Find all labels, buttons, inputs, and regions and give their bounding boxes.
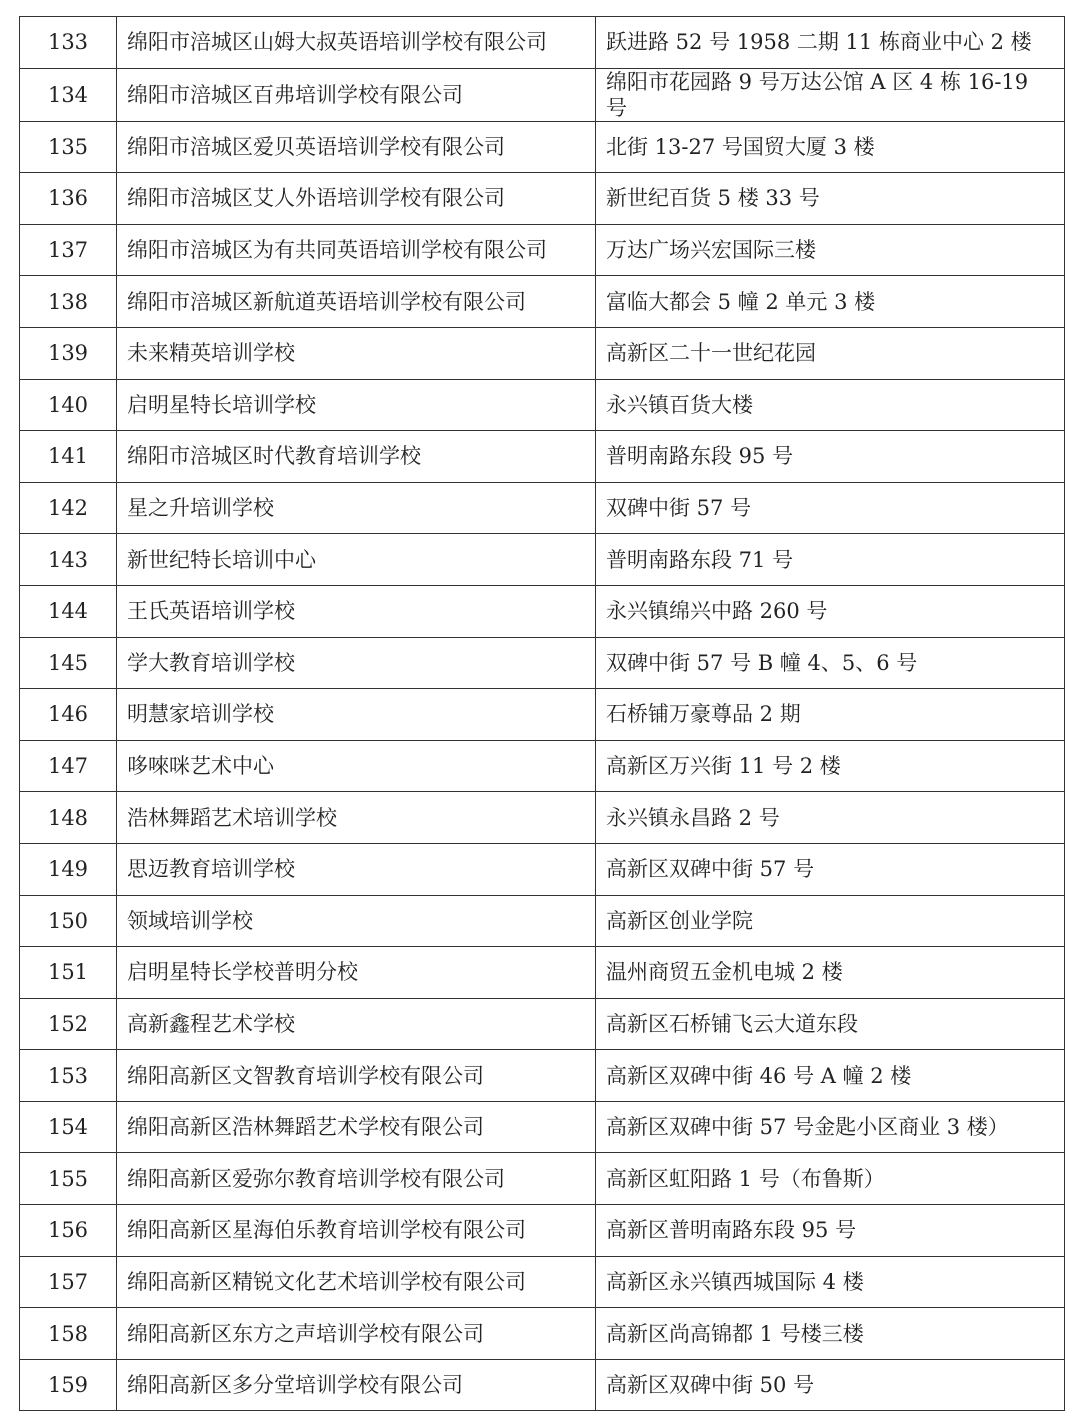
table-row xyxy=(20,224,1065,276)
address-cell: 高新区双碑中街 57 号金匙小区商业 3 楼） xyxy=(596,1101,1065,1153)
row-number-cell: 139 xyxy=(20,327,117,379)
table-row xyxy=(20,1256,1065,1308)
address-cell: 双碑中街 57 号 B 幢 4、5、6 号 xyxy=(596,637,1065,689)
address-cell: 高新区永兴镇西城国际 4 楼 xyxy=(596,1256,1065,1308)
table-row xyxy=(20,121,1065,173)
table-row xyxy=(20,792,1065,844)
school-name-cell: 领域培训学校 xyxy=(117,895,596,947)
school-name-cell: 绵阳高新区星海伯乐教育培训学校有限公司 xyxy=(117,1205,596,1257)
row-number-cell: 156 xyxy=(20,1205,117,1257)
school-name-cell: 学大教育培训学校 xyxy=(117,637,596,689)
row-number-cell: 159 xyxy=(20,1359,117,1411)
table-row xyxy=(20,17,1065,69)
row-number-cell: 152 xyxy=(20,998,117,1050)
table-row xyxy=(20,1308,1065,1360)
school-name-cell: 绵阳市涪城区为有共同英语培训学校有限公司 xyxy=(117,224,596,276)
table-row xyxy=(20,947,1065,999)
address-cell: 高新区虹阳路 1 号（布鲁斯） xyxy=(596,1153,1065,1205)
address-cell: 跃进路 52 号 1958 二期 11 栋商业中心 2 楼 xyxy=(596,17,1065,69)
table-row xyxy=(20,689,1065,741)
table-body xyxy=(20,17,1065,1411)
school-registry-table xyxy=(19,16,1065,1411)
school-name-cell: 新世纪特长培训中心 xyxy=(117,534,596,586)
school-name-cell: 王氏英语培训学校 xyxy=(117,585,596,637)
row-number-cell: 133 xyxy=(20,17,117,69)
address-cell: 高新区双碑中街 57 号 xyxy=(596,843,1065,895)
school-name-cell: 绵阳市涪城区新航道英语培训学校有限公司 xyxy=(117,276,596,328)
school-name-cell: 星之升培训学校 xyxy=(117,482,596,534)
school-name-cell: 启明星特长培训学校 xyxy=(117,379,596,431)
school-name-cell: 绵阳高新区文智教育培训学校有限公司 xyxy=(117,1050,596,1102)
address-cell: 万达广场兴宏国际三楼 xyxy=(596,224,1065,276)
address-cell: 新世纪百货 5 楼 33 号 xyxy=(596,173,1065,225)
address-cell: 富临大都会 5 幢 2 单元 3 楼 xyxy=(596,276,1065,328)
school-name-cell: 绵阳高新区多分堂培训学校有限公司 xyxy=(117,1359,596,1411)
row-number-cell: 147 xyxy=(20,740,117,792)
address-cell: 永兴镇永昌路 2 号 xyxy=(596,792,1065,844)
table-row xyxy=(20,1050,1065,1102)
school-name-cell: 绵阳高新区浩林舞蹈艺术学校有限公司 xyxy=(117,1101,596,1153)
row-number-cell: 146 xyxy=(20,689,117,741)
row-number-cell: 150 xyxy=(20,895,117,947)
table-row xyxy=(20,327,1065,379)
table-row xyxy=(20,1101,1065,1153)
row-number-cell: 141 xyxy=(20,431,117,483)
row-number-cell: 155 xyxy=(20,1153,117,1205)
row-number-cell: 154 xyxy=(20,1101,117,1153)
table-row xyxy=(20,431,1065,483)
address-cell: 高新区石桥铺飞云大道东段 xyxy=(596,998,1065,1050)
row-number-cell: 149 xyxy=(20,843,117,895)
school-name-cell: 绵阳市涪城区时代教育培训学校 xyxy=(117,431,596,483)
table-row xyxy=(20,895,1065,947)
school-name-cell: 未来精英培训学校 xyxy=(117,327,596,379)
school-name-cell: 哆唻咪艺术中心 xyxy=(117,740,596,792)
address-cell: 绵阳市花园路 9 号万达公馆 A 区 4 栋 16-19 号 xyxy=(596,68,1065,121)
address-cell: 高新区尚高锦都 1 号楼三楼 xyxy=(596,1308,1065,1360)
address-cell: 普明南路东段 95 号 xyxy=(596,431,1065,483)
school-name-cell: 高新鑫程艺术学校 xyxy=(117,998,596,1050)
address-cell: 双碑中街 57 号 xyxy=(596,482,1065,534)
address-cell: 温州商贸五金机电城 2 楼 xyxy=(596,947,1065,999)
address-cell: 普明南路东段 71 号 xyxy=(596,534,1065,586)
table-row xyxy=(20,1205,1065,1257)
table-row xyxy=(20,482,1065,534)
table-row xyxy=(20,68,1065,121)
row-number-cell: 137 xyxy=(20,224,117,276)
table-row xyxy=(20,1359,1065,1411)
school-name-cell: 浩林舞蹈艺术培训学校 xyxy=(117,792,596,844)
school-name-cell: 绵阳市涪城区艾人外语培训学校有限公司 xyxy=(117,173,596,225)
row-number-cell: 153 xyxy=(20,1050,117,1102)
row-number-cell: 138 xyxy=(20,276,117,328)
row-number-cell: 148 xyxy=(20,792,117,844)
school-name-cell: 绵阳市涪城区山姆大叔英语培训学校有限公司 xyxy=(117,17,596,69)
table-row xyxy=(20,740,1065,792)
address-cell: 永兴镇绵兴中路 260 号 xyxy=(596,585,1065,637)
school-name-cell: 绵阳市涪城区爱贝英语培训学校有限公司 xyxy=(117,121,596,173)
table-row xyxy=(20,173,1065,225)
row-number-cell: 134 xyxy=(20,68,117,121)
school-name-cell: 思迈教育培训学校 xyxy=(117,843,596,895)
address-cell: 高新区普明南路东段 95 号 xyxy=(596,1205,1065,1257)
school-name-cell: 明慧家培训学校 xyxy=(117,689,596,741)
address-cell: 北街 13-27 号国贸大厦 3 楼 xyxy=(596,121,1065,173)
school-name-cell: 绵阳高新区精锐文化艺术培训学校有限公司 xyxy=(117,1256,596,1308)
table-row xyxy=(20,843,1065,895)
school-name-cell: 绵阳高新区东方之声培训学校有限公司 xyxy=(117,1308,596,1360)
address-cell: 高新区二十一世纪花园 xyxy=(596,327,1065,379)
row-number-cell: 143 xyxy=(20,534,117,586)
school-name-cell: 绵阳市涪城区百弗培训学校有限公司 xyxy=(117,68,596,121)
row-number-cell: 158 xyxy=(20,1308,117,1360)
row-number-cell: 145 xyxy=(20,637,117,689)
row-number-cell: 136 xyxy=(20,173,117,225)
address-cell: 高新区双碑中街 50 号 xyxy=(596,1359,1065,1411)
table-row xyxy=(20,276,1065,328)
row-number-cell: 140 xyxy=(20,379,117,431)
table-row xyxy=(20,585,1065,637)
address-cell: 石桥铺万豪尊品 2 期 xyxy=(596,689,1065,741)
row-number-cell: 144 xyxy=(20,585,117,637)
address-cell: 高新区双碑中街 46 号 A 幢 2 楼 xyxy=(596,1050,1065,1102)
row-number-cell: 151 xyxy=(20,947,117,999)
table-row xyxy=(20,534,1065,586)
table-row xyxy=(20,637,1065,689)
school-name-cell: 绵阳高新区爱弥尔教育培训学校有限公司 xyxy=(117,1153,596,1205)
address-cell: 高新区万兴街 11 号 2 楼 xyxy=(596,740,1065,792)
address-cell: 高新区创业学院 xyxy=(596,895,1065,947)
row-number-cell: 135 xyxy=(20,121,117,173)
row-number-cell: 157 xyxy=(20,1256,117,1308)
table-row xyxy=(20,1153,1065,1205)
address-cell: 永兴镇百货大楼 xyxy=(596,379,1065,431)
row-number-cell: 142 xyxy=(20,482,117,534)
school-name-cell: 启明星特长学校普明分校 xyxy=(117,947,596,999)
table-row xyxy=(20,379,1065,431)
table-row xyxy=(20,998,1065,1050)
